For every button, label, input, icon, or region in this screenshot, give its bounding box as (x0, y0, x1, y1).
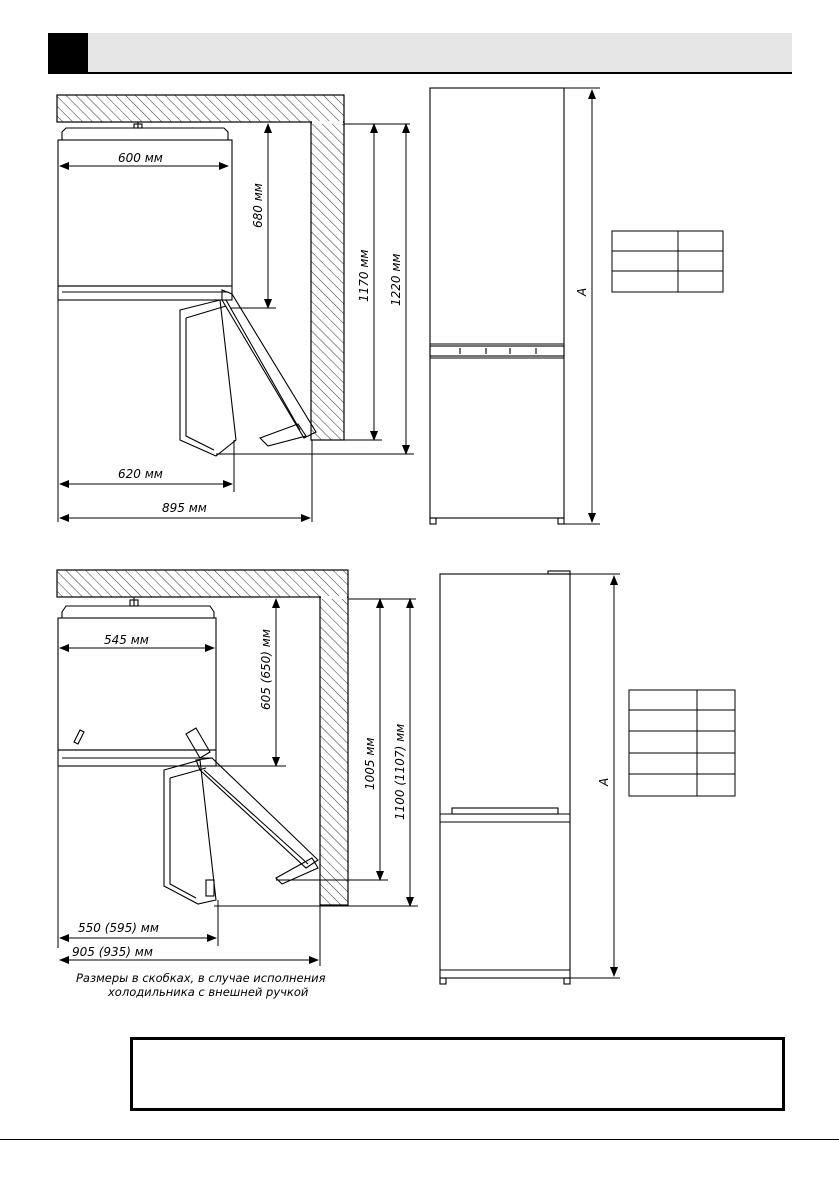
bottom-wall (57, 570, 348, 905)
bottom-depth-door-open-label: 1005 мм (363, 737, 377, 790)
top-front-elevation (430, 88, 723, 524)
top-depth-door-open-label: 1170 мм (357, 249, 371, 302)
top-wall (57, 95, 344, 440)
bottom-fridge-front (440, 571, 570, 984)
top-total-width-label: 895 мм (162, 501, 207, 515)
top-height-label: A (575, 287, 589, 296)
bottom-fridge-outline (58, 597, 318, 904)
top-depth-label: 680 мм (251, 183, 265, 228)
bottom-depth-total-label: 1100 (1107) мм (393, 723, 407, 820)
top-height-dimension (564, 88, 600, 524)
footer-rule (0, 1139, 839, 1140)
bottom-width-label: 545 мм (104, 633, 149, 647)
top-depth-total-label: 1220 мм (389, 253, 403, 306)
bottom-dimension-table (629, 690, 735, 796)
bottom-front-elevation (440, 571, 735, 984)
bottom-note-line2: холодильника с внешней ручкой (108, 985, 309, 999)
bottom-door-width-label: 550 (595) мм (78, 921, 159, 935)
top-plan-view (57, 95, 414, 522)
top-dimension-table (612, 231, 723, 292)
bottom-total-width-label: 905 (935) мм (72, 945, 153, 959)
bottom-plan-view (57, 570, 418, 999)
bottom-height-dimension (570, 574, 620, 978)
top-width-label: 600 мм (118, 151, 163, 165)
top-door-width-label: 620 мм (118, 467, 163, 481)
bottom-depth-label: 605 (650) мм (259, 629, 273, 710)
notice-box (130, 1037, 785, 1111)
bottom-note-line1: Размеры в скобках, в случае исполнения (76, 971, 326, 985)
top-fridge-outline (58, 122, 316, 456)
bottom-height-label: A (597, 777, 611, 786)
top-fridge-front (430, 88, 564, 524)
